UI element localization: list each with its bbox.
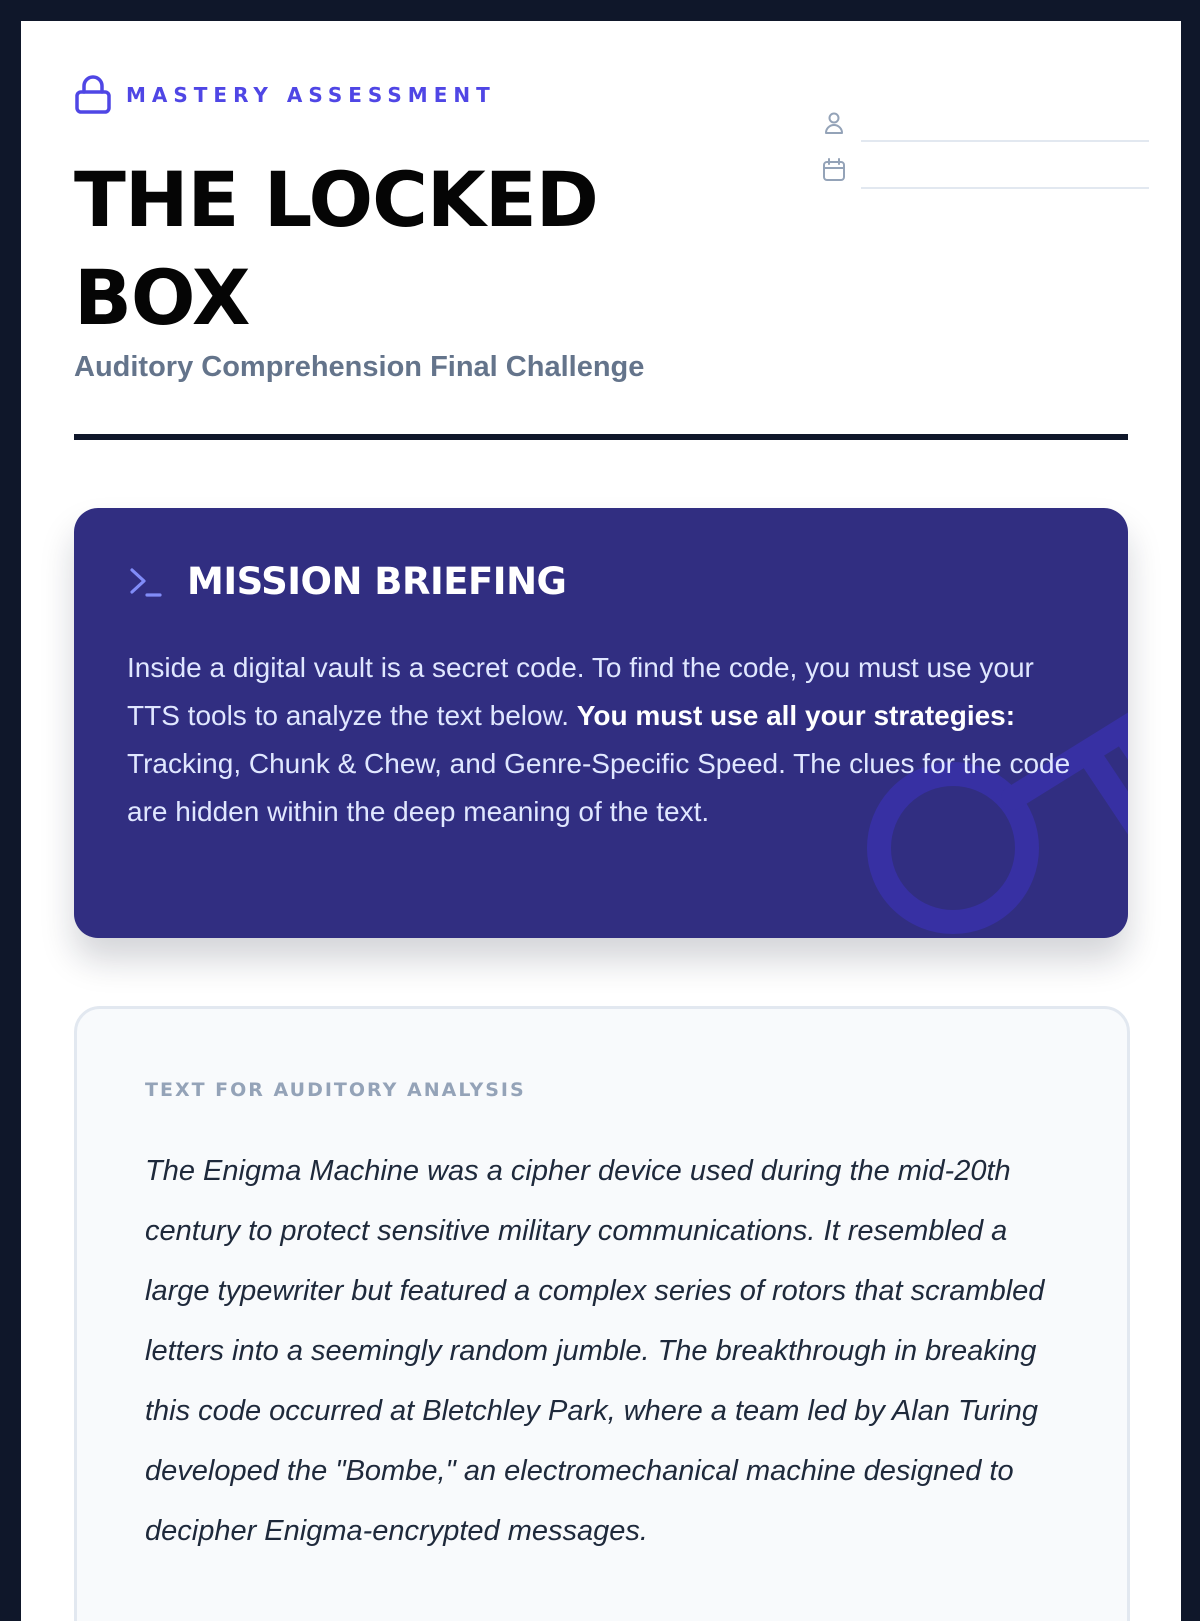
- briefing-header: [127, 560, 566, 603]
- date-row: [821, 142, 1149, 189]
- student-info-fields: [821, 95, 1149, 189]
- briefing-text: [127, 644, 1082, 836]
- analysis-passage: The Enigma Machine was a cipher device used during the mid-20th century to protect sensitive military communications. It resembled a large typewriter but featured a complex series of rotors that scrambled letters into a seemingly random jumble. The breakthrough in breaking this code occurred at Bletchley Park, where a team led by Alan Turing developed the "Bombe," an electromechanical machine designed to decipher Enigma-encrypted messages.: [145, 1155, 1045, 1547]
- eyebrow-label: MASTERY ASSESSMENT: [126, 83, 496, 107]
- name-row: [821, 95, 1149, 142]
- briefing-text-intro: Inside a digital vault is a secret code. To find the code, you must use your TTS tools to analyze the text below.: [127, 652, 1034, 731]
- worksheet-page: [21, 21, 1181, 1621]
- user-icon: [821, 110, 847, 136]
- terminal-icon: [127, 564, 163, 600]
- header-divider: [74, 434, 1128, 440]
- briefing-text-emphasis: You must use all your strategies:: [576, 700, 1016, 731]
- briefing-text-strategies: Tracking, Chunk & Chew, and Genre-Specific Speed. The clues for the code are hidden within the deep meaning of the text.: [127, 748, 1071, 827]
- calendar-icon: [821, 157, 847, 183]
- analysis-label: TEXT FOR AUDITORY ANALYSIS: [145, 1079, 526, 1101]
- date-field[interactable]: [861, 157, 1149, 189]
- eyebrow: [74, 75, 496, 115]
- lock-icon: [74, 75, 112, 115]
- mission-briefing-card: [74, 508, 1128, 938]
- name-field[interactable]: [861, 110, 1149, 142]
- analysis-text-panel: [74, 1006, 1130, 1621]
- briefing-title: MISSION BRIEFING: [187, 560, 567, 603]
- page-title: THE LOCKED BOX: [74, 155, 598, 342]
- page-subtitle: Auditory Comprehension Final Challenge: [74, 351, 645, 383]
